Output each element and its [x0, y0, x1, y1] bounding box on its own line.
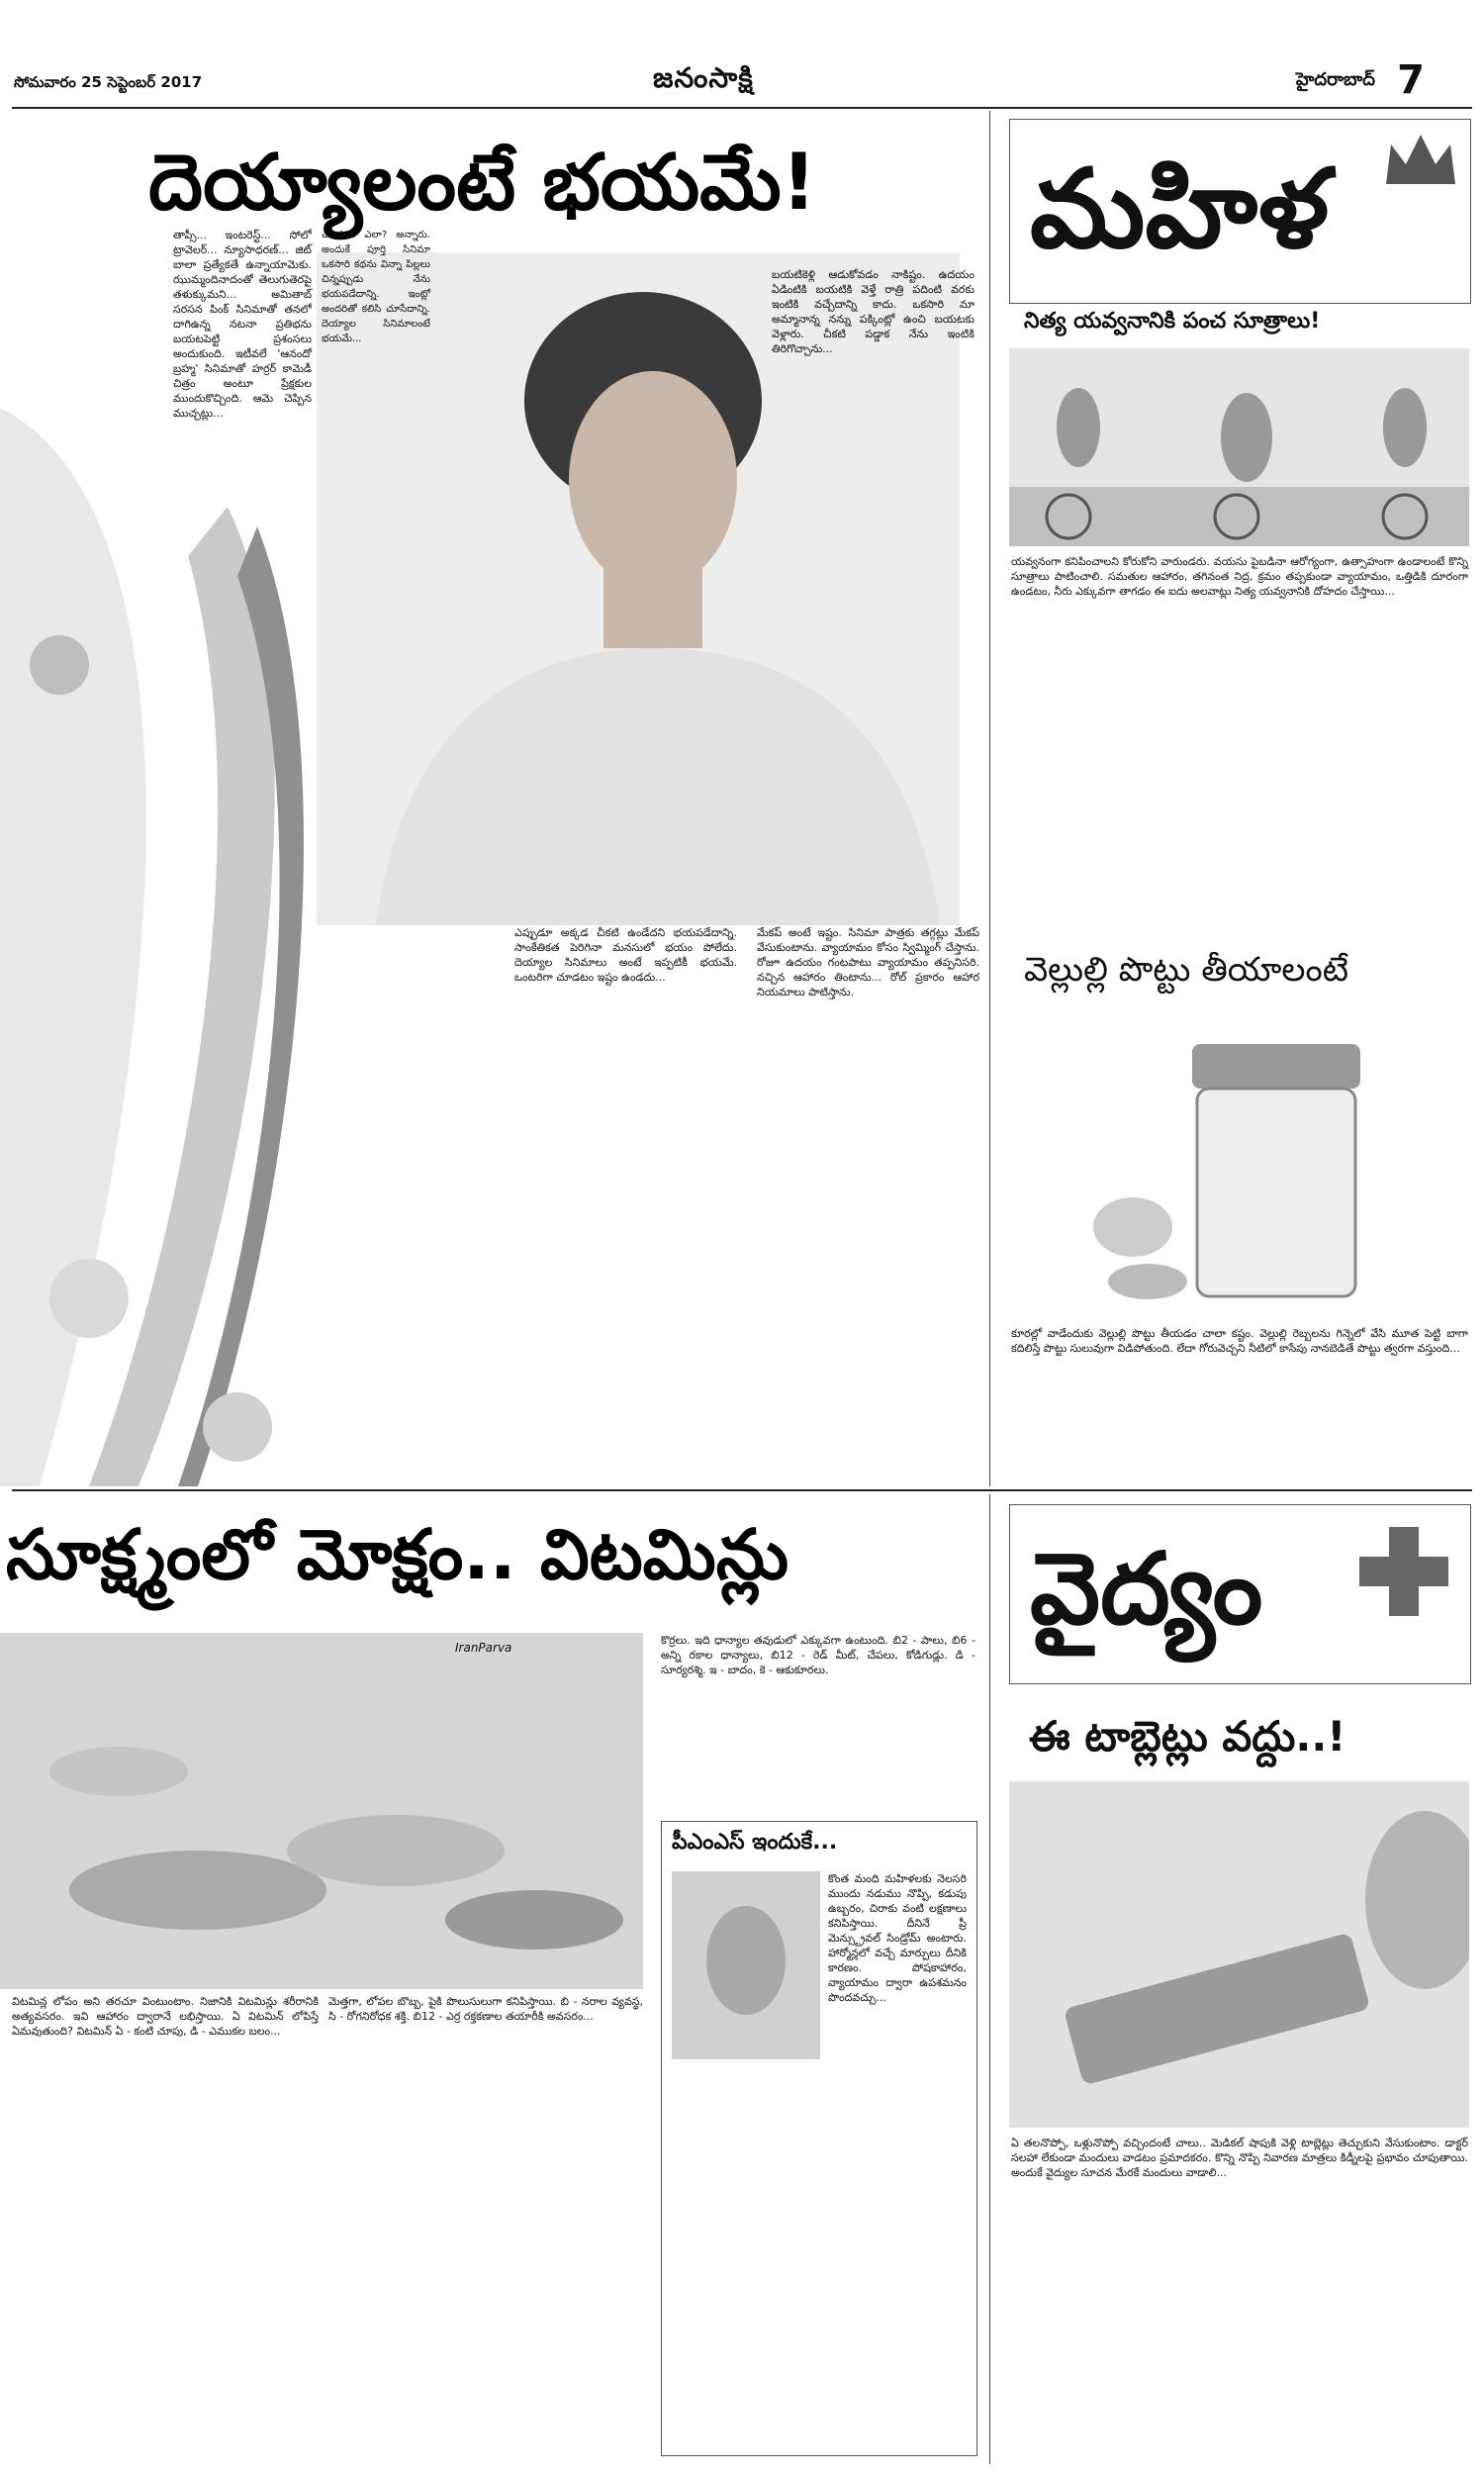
medical-cross-graphic: [1349, 1517, 1458, 1626]
woman-photo: [672, 1871, 820, 2059]
masthead-rule: [12, 107, 1472, 109]
vitamin-headline: సూక్ష్మంలో మోక్షం.. విటమిన్లు: [6, 1514, 789, 1595]
newspaper-logo: జనంసాక్షి: [653, 61, 754, 94]
mahila-title: మహిళ: [1030, 145, 1330, 272]
pms-box: [661, 1821, 977, 2456]
mahila-banner: [1009, 119, 1471, 304]
section-rule: [12, 1489, 1472, 1491]
garlic-headline: వెల్లుల్లి పొట్టు తీయాలంటే: [1024, 950, 1349, 990]
pms-body: కొంత మంది మహిళలకు నెలసరి ముందు నడుము నొప్పి, కడుపు ఉబ్బరం, చిరాకు వంటి లక్షణాలు కనిపిస్తాయి. దీనినే ప్రీ మెన్స్ట్రువల్ సిండ్రోమ్ అంటారు. హార్మోన్లలో వచ్చే మార్పులు దీనికి కారణం. పోషకాహారం, వ్యాయామం ద్వారా ఉపశమనం పొందవచ్చు...: [828, 1872, 967, 2004]
vitamin-col1: విటమిన్ల లోపం అని తరచూ వింటుంటాం. నిజానికి విటమిన్లు శరీరానికి అత్యవసరం. ఇవి ఆహారం ద్వారానే లభిస్తాయి. ఏ విటమిన్ లోపిస్తే ఏమవుతుంది? విటమిన్ ఏ - కంటి చూపు, డి - ఎముకల బలం...: [12, 1995, 319, 2038]
tablet-mouth-photo: [1009, 1781, 1469, 2128]
column-divider: [989, 111, 990, 1486]
edition-city: హైదరాబాద్: [1295, 69, 1375, 90]
cycling-photo: [1009, 348, 1469, 546]
garlic-jar-photo: [1088, 1029, 1385, 1316]
top-story-right-bottom: మేకప్ అంటే ఇష్టం. సినిమా పాత్రకు తగ్గట్లు మేకప్ వేసుకుంటాను. వ్యాయామం కోసం స్విమ్మింగ్ చేస్తాను. రోజూ ఉదయం గంటపాటు వ్యాయామం తప్పనిసరి. నచ్చిన ఆహారం తింటాను... రోల్ ప్రకారం ఆహార నియమాలు పాటిస్తాను.: [757, 926, 979, 999]
vitamin-col2: మెత్తగా, లోపల బొబ్బ, పైకి పొలుసులుగా కనిపిస్తాయి. బి - నరాల వ్యవస్థ, సి - రోగనిరోధక శక్తి. బి12 - ఎర్ర రక్తకణాల తయారీకి అవసరం...: [328, 1995, 643, 2023]
vaidyam-headline: ఈ టాబ్లెట్లు వద్దు..!: [1029, 1712, 1346, 1761]
vitamin-col3: కొర్రలు. ఇది ధాన్యాల తవుడులో ఎక్కువగా ఉంటుంది. బి2 - పాలు, బి6 - అన్ని రకాల ధాన్యాలు, బి12 - రెడ్ మీట్, చేపలు, కోడిగుడ్లు. డి - సూర్యరశ్మి. ఇ - బాదం, కె - ఆకుకూరలు.: [661, 1634, 975, 1676]
photo-credit: IranParva: [455, 1641, 512, 1655]
top-headline: దెయ్యాలంటే భయమే!: [148, 139, 817, 228]
top-story-col1: తాప్సీ... ఇంటరెస్ట్... సోలో ట్రావెలర్... న్యూసాధరణ్... జిట్ బాలా ప్రత్యేకతే ఉన్నాయామెకు. ఝుమ్మందినాదంతో తెలుగుతెరపై తళుక్కుమని... అమితాబ్ సరసన పింక్ సినిమాతో తనలో దాగిఉన్న నటనా ప్రతిభను బయటపెట్టి ప్రశంసలు అందుకుంది. ఇటీవలే 'ఆనందో బ్రహ్మ' సినిమాతో హర్రర్ కామెడీ చిత్రం అంటూ ప్రేక్షకుల ముందుకొచ్చింది. ఆమె చెప్పిన ముచ్చట్లు...: [173, 229, 312, 420]
vaidyam-title: వైద్యం: [1030, 1531, 1263, 1647]
vaidyam-banner: [1009, 1504, 1471, 1684]
mahila-body: యవ్వనంగా కనిపించాలని కోరుకోని వారుండరు. వయసు పైబడినా ఆరోగ్యంగా, ఉత్సాహంగా ఉండాలంటే కొన్ని సూత్రాలు పాటించాలి. సమతుల ఆహారం, తగినంత నిద్ర, క్రమం తప్పకుండా వ్యాయామం, ఒత్తిడికి దూరంగా ఉండటం, నీరు ఎక్కువగా తాగడం ఈ ఐదు అలవాట్లు నిత్య యవ్వనానికి దోహదం చేస్తాయి...: [1011, 555, 1468, 598]
vaidyam-body: ఏ తలనొప్పో, ఒళ్లునొప్పో వచ్చిందంటే చాలు.. మెడికల్ షాపుకి వెళ్లి టాబ్లెట్లు తెచ్చుకుని వేసుకుంటాం. డాక్టర్ సలహా లేకుండా మందులు వాడటం ప్రమాదకరం. కొన్ని నొప్పి నివారణ మాత్రలు కిడ్నీలపై ప్రభావం చూపుతాయి. అందుకే వైద్యుల సూచన మేరకే మందులు వాడాలి...: [1011, 2137, 1468, 2179]
top-story-col2: చూడండి ఎలా? అన్నారు. అందుకే పూర్తి సినిమా ఒకసారి కథను విన్నా పిల్లలు చిన్నప్పుడు నేను భయపడేదాన్ని. ఇంట్లో అందరితో కలిసి చూసేదాన్ని. దెయ్యాల సినిమాలంటే భయమే...: [322, 230, 430, 344]
mahila-headline: నిత్య యవ్వనానికి పంచ సూత్రాలు!: [1024, 309, 1321, 333]
pms-title: పీఎంఎస్ ఇందుకే...: [672, 1830, 838, 1855]
garlic-body: కూరల్లో వాడేందుకు వెల్లుల్లి పొట్టు తీయడం చాలా కష్టం. వెల్లుల్లి రెబ్బలను గిన్నెలో వేసి మూత పెట్టి బాగా కదిలిస్తే పొట్టు సులువుగా విడిపోతుంది. లేదా గోరువెచ్చని నీటిలో కాసేపు నానబెడితే పొట్టు త్వరగా వస్తుంది...: [1011, 1327, 1468, 1355]
pills-photo: [0, 1633, 643, 1989]
top-story-col3: బయటికెళ్లి ఆడుకోవడం నాకిష్టం. ఉదయం ఏడింటికి బయటికి వెళ్తే రాత్రి పదింటి వరకు ఇంటికి వచ్చేదాన్ని కాదు. ఒకసారి మా అమ్మానాన్న నన్ను పక్కింట్లో ఉంచి బయటకు వెళ్లారు. చీకటి పడ్డాక నేను ఇంటికి తిరిగొచ్చాను...: [772, 268, 974, 355]
crown-graphic: [1381, 130, 1460, 189]
issue-date: సోమవారం 25 సెప్టెంబర్ 2017: [14, 73, 203, 91]
page-number: 7: [1397, 57, 1425, 103]
column-divider-2: [989, 1494, 990, 2464]
top-story-mid-bottom: ఎప్పుడూ అక్కడ చీకటి ఉండేదని భయపడేదాన్ని. సాంకేతికత పెరిగినా మనసులో భయం పోలేదు. దెయ్యాల సినిమాలు అంటే ఇప్పటికీ భయమే. ఒంటరిగా చూడటం ఇష్టం ఉండదు...: [514, 926, 737, 984]
